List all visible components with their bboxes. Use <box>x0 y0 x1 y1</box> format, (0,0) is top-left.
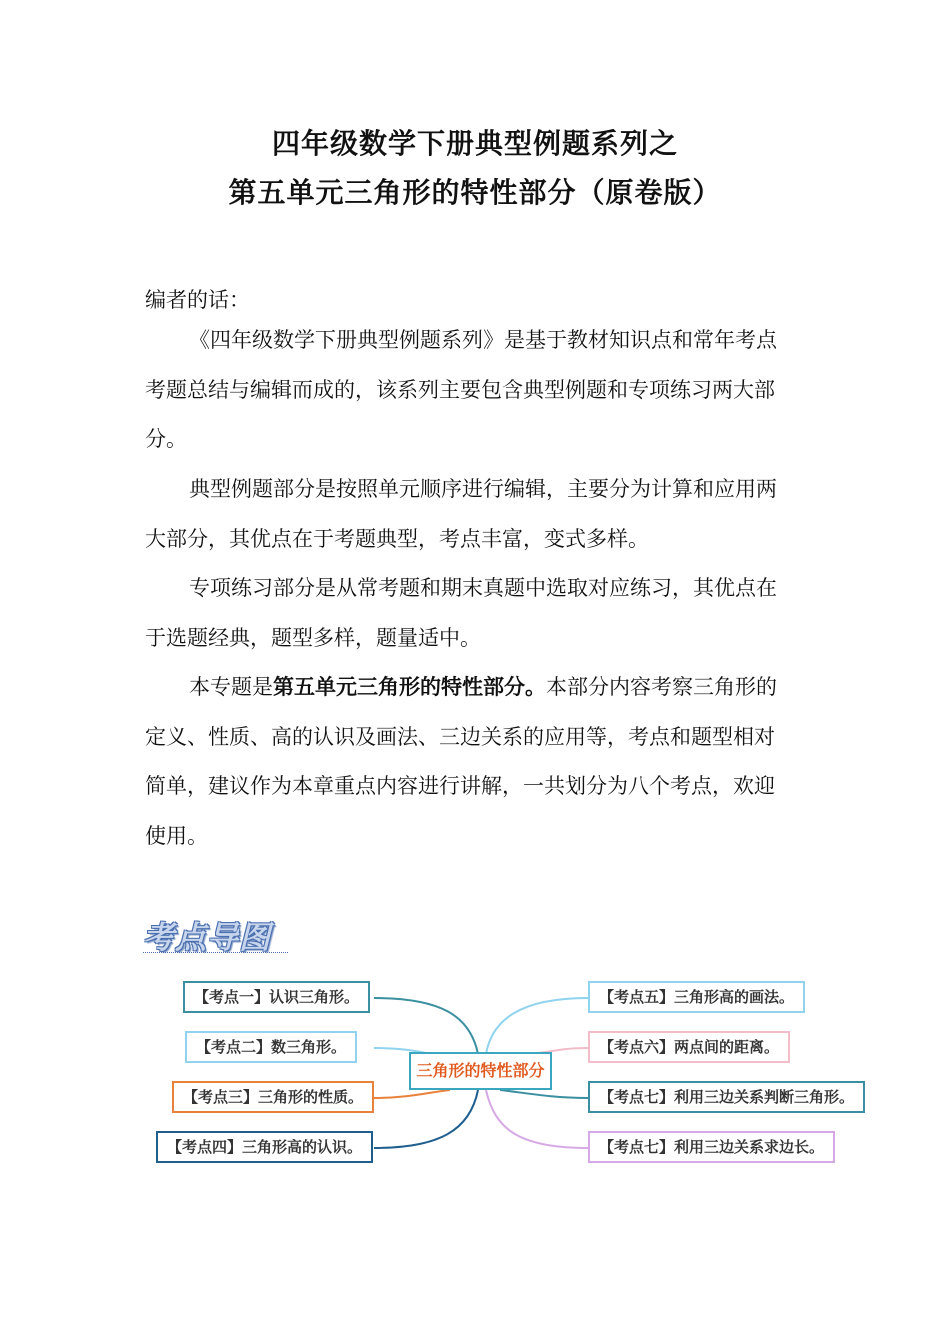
paragraph-4-prefix: 本专题是 <box>189 675 273 699</box>
editor-paragraph-4 <box>145 663 795 861</box>
mindmap-node-5: 【考点五】三角形高的画法。 <box>588 981 805 1013</box>
mindmap-heading: 考点导图 <box>143 920 271 956</box>
editor-paragraph-2: 典型例题部分是按照单元顺序进行编辑，主要分为计算和应用两大部分，其优点在于考题典型，考点丰富，变式多样。 <box>145 477 777 551</box>
mindmap-node-3: 【考点三】三角形的性质。 <box>172 1081 374 1113</box>
mindmap-node-8: 【考点七】利用三边关系求边长。 <box>588 1131 835 1163</box>
connector-1 <box>374 998 478 1054</box>
mindmap-node-1: 【考点一】认识三角形。 <box>183 981 370 1013</box>
mindmap-node-2: 【考点二】数三角形。 <box>185 1031 357 1063</box>
document-title-line1: 四年级数学下册典型例题系列之 <box>271 127 678 160</box>
mindmap-node-7: 【考点七】利用三边关系判断三角形。 <box>588 1081 865 1113</box>
paragraph-4-bold-topic: 第五单元三角形的特性部分。 <box>273 675 546 699</box>
mindmap-node-6: 【考点六】两点间的距离。 <box>588 1031 790 1063</box>
document-title-line2: 第五单元三角形的特性部分（原卷版） <box>228 176 722 209</box>
editor-paragraph-1: 《四年级数学下册典型例题系列》是基于教材知识点和常年考点考题总结与编辑而成的，该系列主要包含典型例题和专项练习两大部分。 <box>145 328 777 452</box>
mindmap-node-4: 【考点四】三角形高的认识。 <box>156 1131 373 1163</box>
heading-underline <box>143 952 288 953</box>
connector-7 <box>500 1090 588 1098</box>
mindmap-center-node: 三角形的特性部分 <box>409 1052 552 1090</box>
paragraph-4-suffix: 本部分内容考察三角形的定义、性质、高的认识及画法、三边关系的应用等，考点和题型相对简单，建议作为本章重点内容进行讲解，一共划分为八个考点，欢迎使用。 <box>145 675 777 848</box>
editor-note-label: 编者的话： <box>145 288 250 312</box>
connector-8 <box>486 1090 588 1148</box>
editor-paragraph-3: 专项练习部分是从常考题和期末真题中选取对应练习，其优点在于选题经典，题型多样，题量适中。 <box>145 576 777 650</box>
connector-4 <box>374 1090 478 1148</box>
connector-5 <box>486 998 588 1054</box>
connector-3 <box>374 1090 450 1098</box>
